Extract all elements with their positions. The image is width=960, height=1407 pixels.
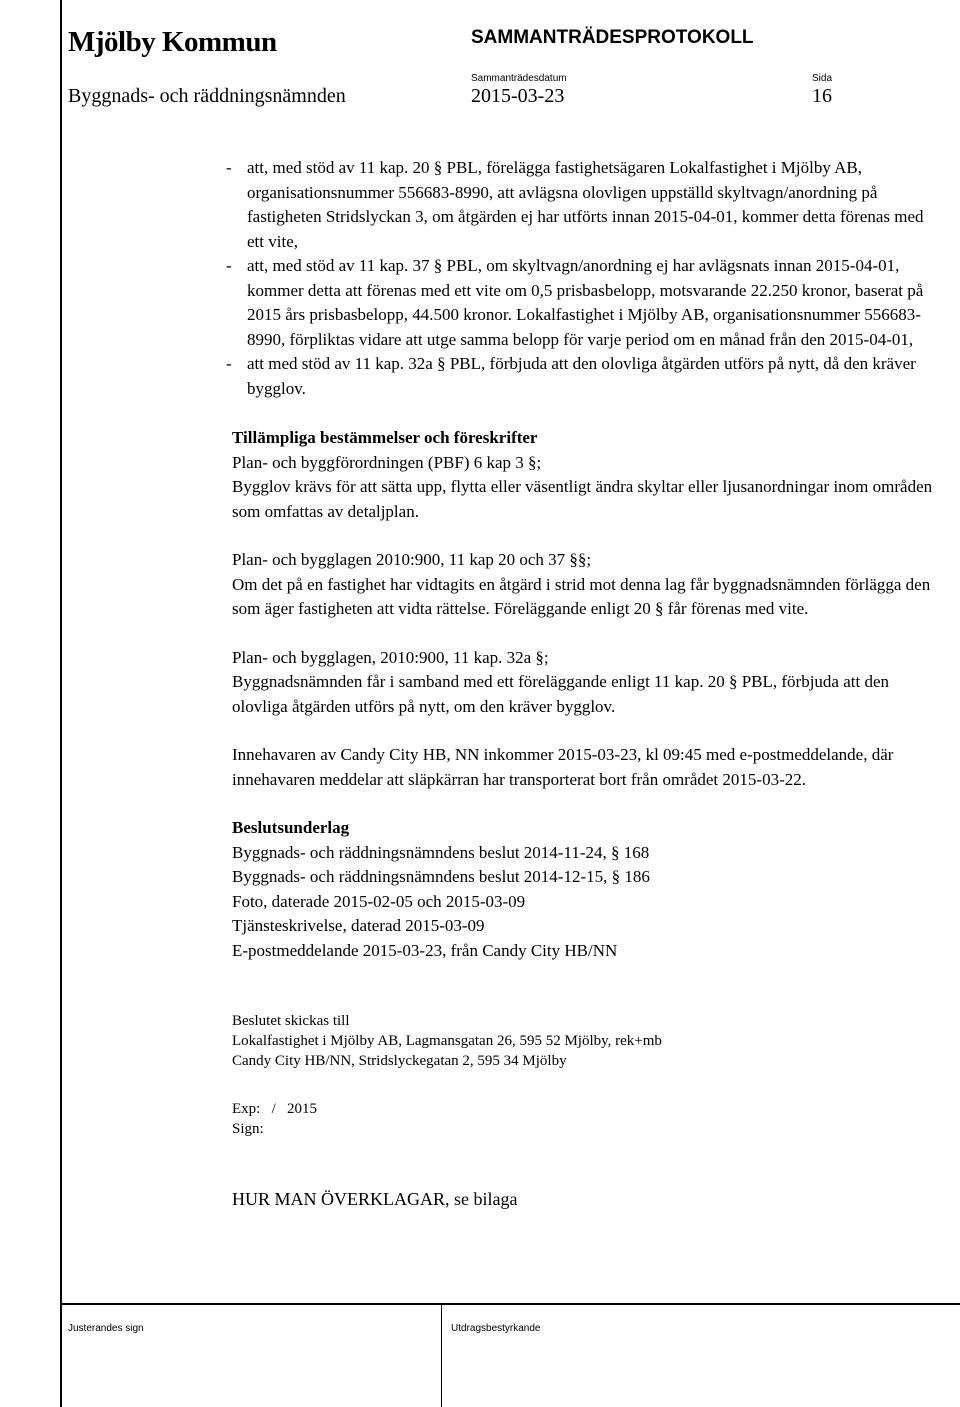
- board-name: Byggnads- och räddningsnämnden: [68, 85, 346, 107]
- decision-item: [226, 352, 944, 401]
- decision-text: att med stöd av 11 kap. 32a § PBL, förbjuda att den olovliga åtgärden utförs på nytt, då den kräver bygglov.: [247, 354, 916, 398]
- extract-certification-label: Utdragsbestyrkande: [451, 1323, 541, 1334]
- main-content: [226, 156, 944, 1212]
- justify-signature-label: Justerandes sign: [68, 1323, 144, 1334]
- decision-text: att, med stöd av 11 kap. 20 § PBL, förelägga fastighetsägaren Lokalfastighet i Mjölby AB, organisationsnummer 556683-8990, att avlägsna olovligen uppställd skyltvagn/anordning på fastigheten Stridslyckan 3, om åtgärden ej har utförts innan 2015-04-01, kommer detta förenas med ett vite,: [247, 158, 924, 251]
- page-label: Sida: [812, 73, 833, 84]
- decision-item: [226, 156, 944, 254]
- meeting-date-label: Sammanträdesdatum: [471, 73, 567, 84]
- signature-line: Sign:: [232, 1121, 264, 1137]
- decision-text: att, med stöd av 11 kap. 37 § PBL, om skyltvagn/anordning ej har avlägsnats innan 2015-04-01, kommer detta att förenas med ett vite om 0,5 prisbasbelopp, motsvarande 22.250 kronor, baserat på 2015 års prisbasbelopp, 44.500 kronor. Lokalfastighet i Mjölby AB, organisationsnummer 556683-8990, förpliktas vidare att utge samma belopp för varje period om en månad från den 2015-04-01,: [247, 256, 924, 349]
- left-margin-rule: [60, 0, 62, 1407]
- appeal-notice: HUR MAN ÖVERKLAGAR, se bilaga: [232, 1189, 518, 1209]
- decision-item: [226, 254, 944, 352]
- basis-heading: Beslutsunderlag: [232, 818, 350, 837]
- document-type: SAMMANTRÄDESPROTOKOLL: [471, 27, 754, 48]
- pbl-text-2: Byggnadsnämnden får i samband med ett föreläggande enligt 11 kap. 20 § PBL, förbjuda att den olovliga åtgärden utförs på nytt, om den kräver bygglov.: [232, 672, 890, 716]
- footer-divider: [441, 1303, 442, 1407]
- meeting-date: 2015-03-23: [471, 85, 565, 107]
- list-dash: -: [226, 158, 232, 177]
- rules-heading: Tillämpliga bestämmelser och föreskrifter: [232, 428, 538, 447]
- incoming-statement: Innehavaren av Candy City HB, NN inkommer 2015-03-23, kl 09:45 med e-postmeddelande, där innehavaren meddelar att släpkärran har transporterat bort från området 2015-03-22.: [232, 745, 894, 789]
- basis-item: Foto, daterade 2015-02-05 och 2015-03-09: [232, 891, 526, 911]
- org-name: Mjölby Kommun: [68, 26, 277, 58]
- basis-item: Byggnads- och räddningsnämndens beslut 2014-12-15, § 186: [232, 867, 650, 886]
- pbl-reference-1: Plan- och bygglagen 2010:900, 11 kap 20 och 37 §§;: [232, 550, 592, 569]
- expedition-line: Exp: / 2015: [232, 1101, 317, 1117]
- pbl-reference-2: Plan- och bygglagen, 2010:900, 11 kap. 32a §;: [232, 647, 549, 667]
- list-dash: -: [226, 256, 232, 275]
- pbf-text: Bygglov krävs för att sätta upp, flytta eller väsentligt ändra skyltar eller ljusanordningar inom områden som omfattas av detaljplan.: [232, 477, 933, 521]
- basis-item: Tjänsteskrivelse, daterad 2015-03-09: [232, 916, 485, 935]
- decision-list: [226, 156, 944, 401]
- list-dash: -: [226, 354, 232, 373]
- page-number: 16: [812, 85, 832, 107]
- recipient: Candy City HB/NN, Stridslyckegatan 2, 595 34 Mjölby: [232, 1053, 567, 1069]
- recipient: Lokalfastighet i Mjölby AB, Lagmansgatan 26, 595 52 Mjölby, rek+mb: [232, 1033, 662, 1049]
- basis-item: Byggnads- och räddningsnämndens beslut 2014-11-24, § 168: [232, 842, 650, 862]
- basis-item: E-postmeddelande 2015-03-23, från Candy City HB/NN: [232, 940, 618, 960]
- footer-rule: [60, 1303, 960, 1305]
- pbf-reference: Plan- och byggförordningen (PBF) 6 kap 3 §;: [232, 452, 542, 472]
- pbl-text-1: Om det på en fastighet har vidtagits en åtgärd i strid mot denna lag får byggnadsnämnden förlägga den som äger fastigheten att vidta rättelse. Föreläggande enligt 20 § får förenas med vite.: [232, 574, 931, 618]
- sent-to-heading: Beslutet skickas till: [232, 1013, 350, 1029]
